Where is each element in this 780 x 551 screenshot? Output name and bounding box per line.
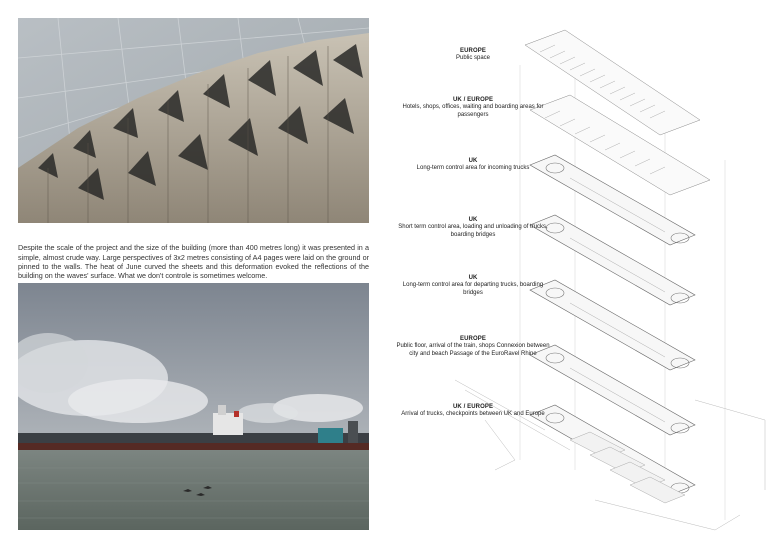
level-4-title: UK [468,217,478,223]
level-3-description: Long-term control area for incoming trucks [416,165,530,172]
level-label-6 [393,336,553,358]
level-1-title: EUROPE [460,48,486,54]
level-5-description: Long-term control area for departing trucks, boarding bridges [402,282,544,296]
level-label-2 [393,97,553,119]
level-5-title: UK [468,275,478,281]
level-2-title: UK / EUROPE [452,97,494,103]
level-label-7 [393,404,553,419]
exploded-axonometric-diagram [395,0,780,551]
level-4-description: Short term control area, loading and unloading of trucks, boarding bridges [398,224,548,238]
photo-curved-sheets [18,18,369,223]
level-7-title: UK / EUROPE [452,404,494,410]
level-7-description: Arrival of trucks, checkpoints between UK and Europe [401,411,545,418]
level-label-4 [393,217,553,239]
level-6-description: Public floor, arrival of the train, shops Connexion between city and beach Passage of the EuroRavel Rhine [396,343,550,357]
level-label-3 [393,158,553,173]
level-1-description: Public space [455,55,491,62]
level-label-1 [393,48,553,63]
level-3-title: UK [468,158,478,164]
caption-text: Despite the scale of the project and the size of the building (more than 400 metres long) it was presented in a simple, almost crude way. Large perspectives of 3x2 metres consisting of A4 pages were laid on the ground or pinned to the walls. The heat of June curved the sheets and this deformation evoked the reflections of the building on the waves' surface. What we don't controle is sometimes welcome. [18,243,369,281]
level-2-description: Hotels, shops, offices, waiting and boarding areas for passengers [402,104,544,118]
photo-ship-at-sea [18,283,369,530]
level-6-title: EUROPE [460,336,486,342]
level-label-5 [393,275,553,297]
